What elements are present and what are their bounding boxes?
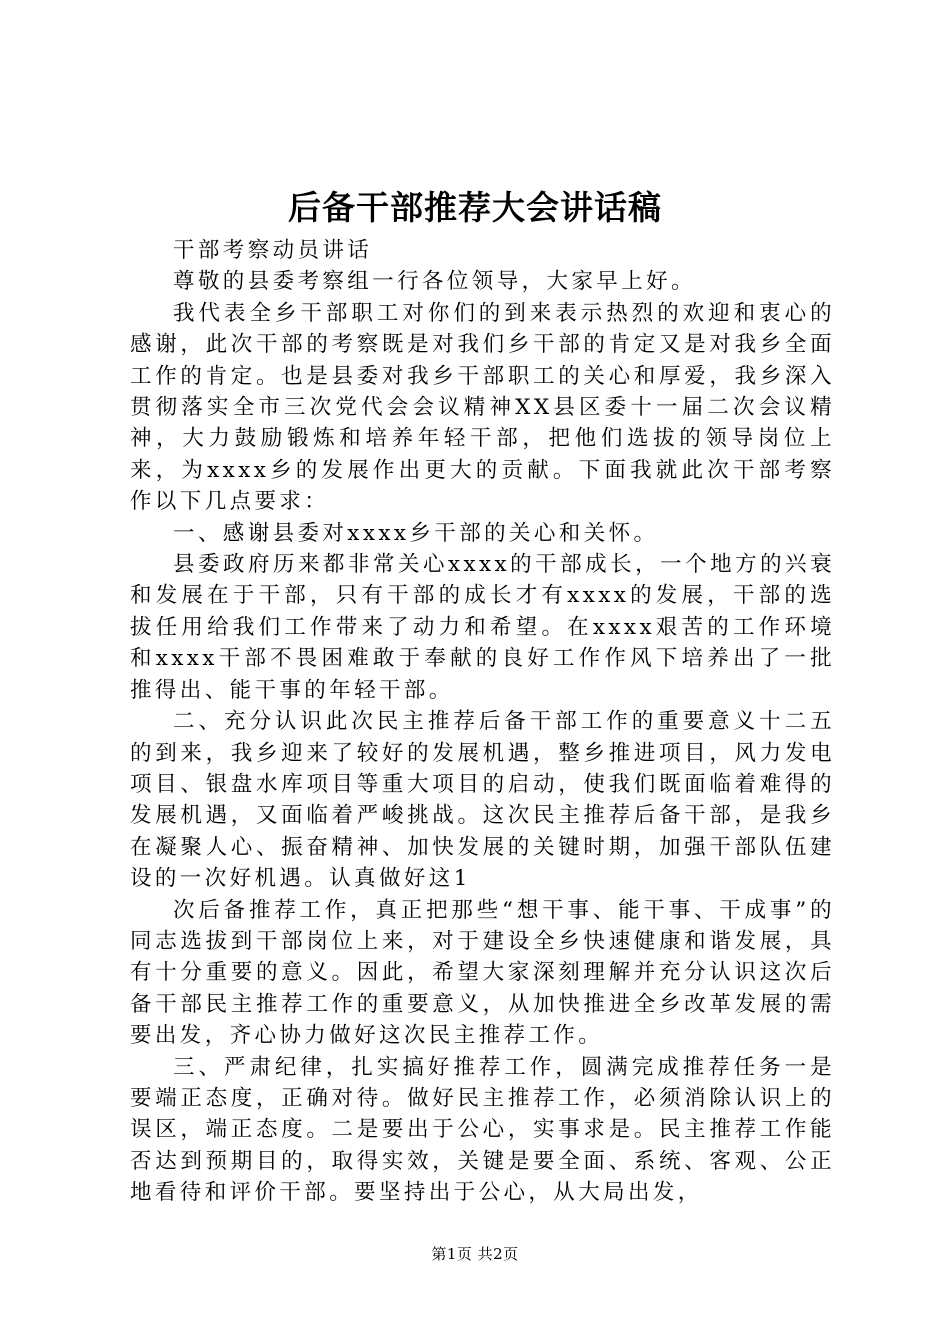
document-body — [130, 235, 835, 1209]
paragraph-subtitle: 干部考察动员讲话 — [173, 238, 373, 263]
paragraph-greeting: 尊敬的县委考察组一行各位领导，大家早上好。 — [173, 269, 696, 295]
paragraph-section-three: 三、严肃纪律，扎实搞好推荐工作，圆满完成推荐任务一是要端正态度，正确对待。做好民主推荐工作，必须消除认识上的误区，端正态度。二是要出于公心，实事求是。民主推荐工作能否达到预期目的，取得实效，关键是要全面、系统、客观、公正地看待和评价干部。要坚持出于公心，从大局出发， — [130, 1054, 835, 1206]
document-title: 后备干部推荐大会讲话稿 — [288, 188, 662, 227]
paragraph-intro: 我代表全乡干部职工对你们的到来表示热烈的欢迎和衷心的感谢，此次干部的考察既是对我们乡干部的肯定又是对我乡全面工作的肯定。也是县委对我乡干部职工的关心和厚爱，我乡深入贯彻落实全市三次党代会会议精神XX县区委十一届二次会议精神，大力鼓励锻炼和培养年轻干部，把他们选拔的领导岗位上来，为xxxx乡的发展作出更大的贡献。下面我就此次干部考察作以下几点要求： — [130, 300, 835, 515]
paragraph-section-two-continued: 次后备推荐工作，真正把那些“想干事、能干事、干成事”的同志选拔到干部岗位上来，对于建设全乡快速健康和谐发展，具有十分重要的意义。因此，希望大家深刻理解并充分认识这次后备干部民主推荐工作的重要意义，从加快推进全乡改革发展的需要出发，齐心协力做好这次民主推荐工作。 — [130, 897, 835, 1049]
paragraph-section-two: 二、充分认识此次民主推荐后备干部工作的重要意义十二五的到来，我乡迎来了较好的发展机遇，整乡推进项目，风力发电项目、银盘水库项目等重大项目的启动，使我们既面临着难得的发展机遇，又面临着严峻挑战。这次民主推荐后备干部，是我乡在凝聚人心、振奋精神、加快发展的关键时期，加强干部队伍建设的一次好机遇。认真做好这1 — [130, 709, 835, 892]
paragraph-section-one-body: 县委政府历来都非常关心xxxx的干部成长，一个地方的兴衰和发展在于干部，只有干部的成长才有xxxx的发展，干部的选拔任用给我们工作带来了动力和希望。在xxxx艰苦的工作环境和xxxx干部不畏困难敢于奉献的良好工作作风下培养出了一批推得出、能干事的年轻干部。 — [130, 552, 835, 703]
page-footer: 第1页 共2页 — [431, 1245, 519, 1263]
paragraph-section-one-heading: 一、感谢县委对xxxx乡干部的关心和关怀。 — [173, 520, 659, 546]
